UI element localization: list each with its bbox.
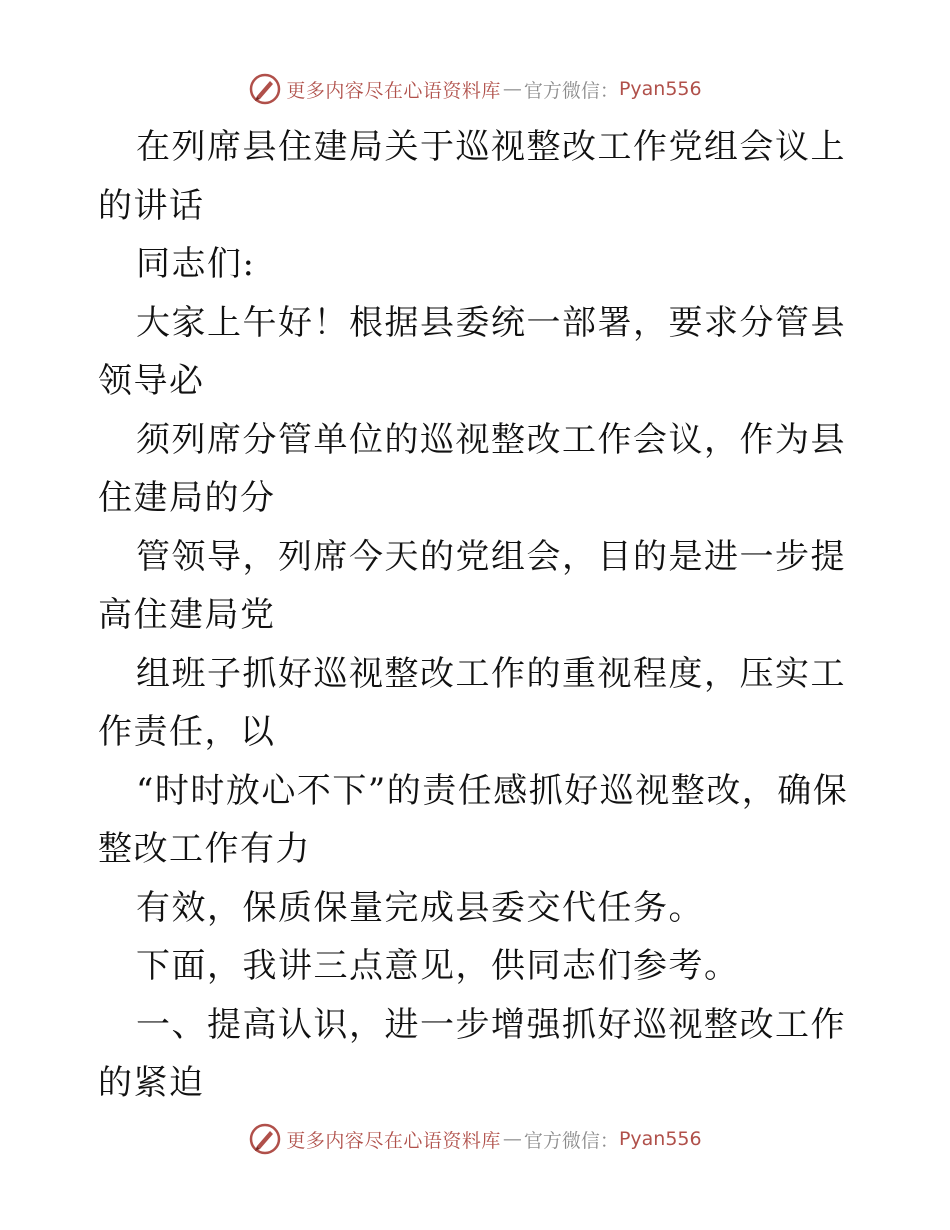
paragraph: “时时放心不下”的责任感抓好巡视整改，确保整改工作有力 [98, 770, 849, 869]
official-label: 官方微信： [523, 79, 619, 102]
paragraph: 下面，我讲三点意见，供同志们参考。 [136, 946, 740, 986]
pen-logo-icon [248, 72, 282, 106]
header-watermark [0, 72, 950, 106]
paragraph: 管领导，列席今天的党组会，目的是进一步提高住建局党 [98, 536, 846, 635]
paragraph: 须列席分管单位的巡视整改工作会议，作为县住建局的分 [98, 419, 846, 518]
section-heading: 一、提高认识，进一步增强抓好巡视整改工作的紧迫 [98, 1004, 846, 1103]
watermark-separator: — [502, 1128, 522, 1150]
watermark-text: 更多内容尽在心语资料库 [286, 1129, 501, 1152]
paragraph: 有效，保质保量完成县委交代任务。 [136, 887, 704, 928]
pen-logo-icon [248, 1122, 282, 1156]
watermark-separator: — [502, 78, 522, 100]
paragraph: 大家上午好！根据县委统一部署，要求分管县领导必 [98, 302, 846, 401]
doc-title: 在列席县住建局关于巡视整改工作党组会议上的讲话 [98, 127, 846, 226]
paragraph: 组班子抓好巡视整改工作的重视程度，压实工作责任，以 [98, 653, 846, 752]
footer-watermark [0, 1122, 950, 1156]
wechat-id: Pyan556 [618, 78, 702, 100]
greeting: 同志们: [136, 244, 256, 284]
watermark-text: 更多内容尽在心语资料库 [286, 79, 501, 102]
official-label: 官方微信： [523, 1129, 619, 1152]
wechat-id: Pyan556 [618, 1128, 702, 1150]
document-body [98, 118, 858, 1113]
